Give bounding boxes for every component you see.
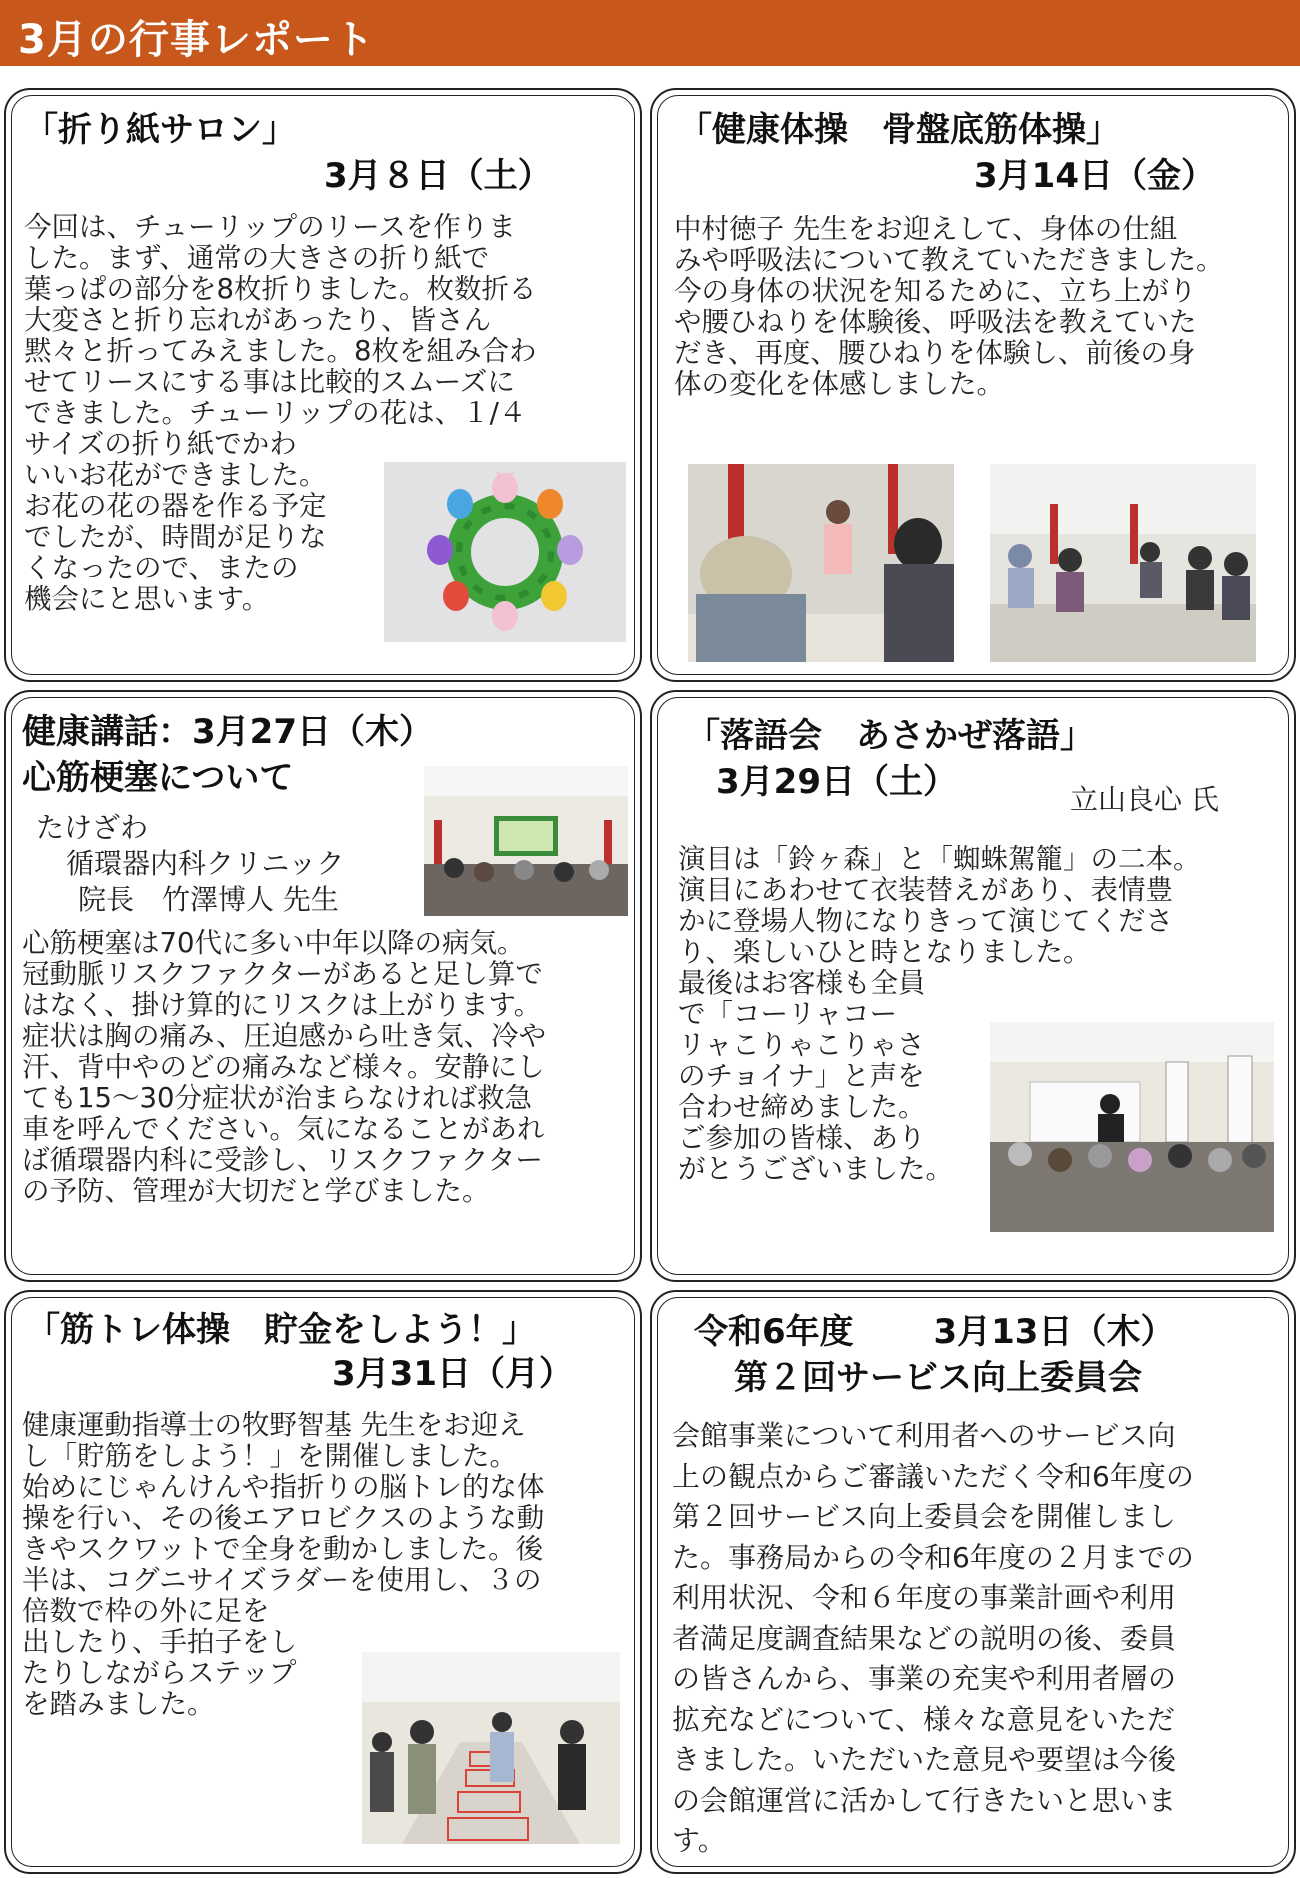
rakugo-line: がとうございました。 [678,1153,953,1185]
origami-line: サイズの折り紙でかわ [24,428,297,460]
kenkou-taisou-line: 今の身体の状況を知るために、立ち上がり [674,275,1197,307]
origami-title: 「折り紙サロン」 [24,110,296,150]
iinkai-line: 会館事業について利用者へのサービス向 [672,1419,1176,1452]
kouwa-line: ても15～30分症状が治まらなければ救急 [22,1082,532,1114]
iinkai-title: 令和6年度 3月13日（木） [694,1312,1175,1352]
kintore-line: を踏みました。 [22,1688,215,1720]
origami-line: できました。チューリップの花は、１/４ [24,397,527,429]
kintore-line: 半は、コグニサイズラダーを使用し、３の [22,1564,542,1596]
kouwa-panel [4,690,642,1282]
rakugo-line: り、楽しいひと時となりました。 [678,936,1091,968]
rakugo-line: 演目は「鈴ヶ森」と「蜘蛛駕籠」の二本。 [678,843,1201,875]
iinkai-line: 第２回サービス向上委員会を開催しまし [672,1500,1177,1533]
iinkai-line: きました。いただいた意見や要望は今後 [672,1743,1177,1776]
kouwa-line: 症状は胸の痛み、圧迫感から吐き気、冷や [22,1020,547,1052]
lecture-photo [424,766,628,916]
exercise-photo-1 [688,464,954,662]
origami-line: 機会にと思います。 [24,583,270,615]
rakugo-line: 最後はお客様も全員 [678,967,926,999]
kenkou-taisou-line: みや呼吸法について教えていただきました。 [674,244,1224,276]
origami-line: でしたが、時間が足りな [24,521,327,553]
iinkai-line: 上の観点からご審議いただく令和6年度の [672,1459,1194,1493]
tulip-wreath-photo [384,462,626,642]
rakugo-date: 3月29日（土） [716,762,957,802]
origami-panel [4,88,642,682]
kouwa-line: 冠動脈リスクファクターがあると足し算で [22,958,543,990]
kintore-line: 出したり、手拍子をし [22,1626,297,1658]
rakugo-performer: 立山良心 氏 [1070,783,1219,816]
lecturer-clinic-short: たけざわ [36,811,149,844]
iinkai-line: す。 [672,1824,726,1857]
page-title: 3月の行事レポート [18,17,375,63]
rakugo-line: のチョイナ」と声を [678,1060,925,1092]
rakugo-title: 「落語会 あさかぜ落語」 [686,716,1094,756]
origami-date: 3月８日（土） [324,156,552,196]
kintore-title: 「筋トレ体操 貯金をしよう！」 [26,1310,536,1350]
iinkai-subtitle: 第２回サービス向上委員会 [734,1358,1142,1398]
kouwa-line: ば循環器内科に受診し、リスクファクター [22,1144,543,1176]
page-header [0,0,1300,66]
iinkai-body [672,1416,1194,1862]
origami-line: 大変さと折り忘れがあったり、皆さん [24,304,492,336]
rakugo-panel [650,690,1296,1282]
kenkou-taisou-line: や腰ひねりを体験後、呼吸法を教えていた [674,306,1197,338]
exercise-photo-2 [990,464,1256,662]
iinkai-line: 拡充などについて、様々な意見をいただ [672,1702,1175,1736]
rakugo-line: 合わせ締めました。 [678,1091,926,1123]
kouwa-title: 健康講話：3月27日（木） [22,712,433,752]
kouwa-line: はなく、掛け算的にリスクは上がります。 [22,989,542,1021]
iinkai-line: 利用状況、令和６年度の事業計画や利用 [672,1581,1177,1614]
kenkou-taisou-line: だき、再度、腰ひねりを体験し、前後の身 [674,337,1196,369]
lecturer-name: 院長 竹澤博人 先生 [78,883,339,916]
iinkai-line: た。事務局からの令和6年度の２月までの [672,1540,1194,1574]
kintore-photo [362,1652,620,1844]
origami-line: した。まず、通常の大きさの折り紙で [24,242,490,274]
rakugo-photo [990,1022,1274,1232]
kouwa-subtitle: 心筋梗塞について [22,758,294,798]
iinkai-line: 者満足度調査結果などの説明の後、委員 [672,1621,1177,1655]
kintore-panel [4,1290,642,1874]
kouwa-body [22,928,546,1207]
kintore-line: 始めにじゃんけんや指折りの脳トレ的な体 [22,1471,545,1503]
iinkai-panel [650,1290,1296,1874]
origami-line: せてリースにする事は比較的スムーズに [24,366,515,398]
origami-line: くなったので、またの [24,552,299,584]
kouwa-line: の予防、管理が大切だと学びました。 [22,1175,490,1207]
kouwa-line: 心筋梗塞は70代に多い中年以降の病気。 [22,927,525,959]
kintore-line: 倍数で枠の外に足を [22,1595,270,1627]
kenkou-taisou-line: 中村徳子 先生をお迎えして、身体の仕組 [674,213,1178,245]
kintore-line: 操を行い、その後エアロビクスのような動 [22,1502,545,1534]
origami-line: 今回は、チューリップのリースを作りま [24,211,516,243]
lecturer-clinic: 循環器内科クリニック [66,847,345,880]
iinkai-line: の会館運営に活かして行きたいと思いま [672,1783,1177,1817]
kintore-line: し「貯筋をしよう！」を開催しました。 [22,1440,517,1472]
kintore-line: 健康運動指導士の牧野智基 先生をお迎え [22,1409,526,1441]
kenkou-taisou-date: 3月14日（金） [974,156,1215,196]
kintore-date: 3月31日（月） [332,1354,573,1394]
rakugo-line: リャこりゃこりゃさ [678,1029,925,1061]
kintore-line: たりしながらステップ [22,1657,297,1689]
kenkou-taisou-title: 「健康体操 骨盤底筋体操」 [678,110,1120,150]
kenkou-taisou-panel [650,88,1296,682]
origami-line: いいお花ができました。 [24,459,327,491]
origami-line: 葉っぱの部分を8枚折りました。枚数折る [24,273,537,305]
rakugo-line: で「コーリャコー [678,998,898,1030]
origami-line: お花の花の器を作る予定 [24,490,327,522]
kintore-line: きやスクワットで全身を動かしました。後 [22,1533,544,1565]
origami-line: 黙々と折ってみえました。8枚を組み合わ [24,335,537,367]
kenkou-taisou-line: 体の変化を体感しました。 [674,368,1004,400]
kouwa-line: 汗、背中やのどの痛みなど様々。安静にし [22,1051,545,1083]
rakugo-line: かに登場人物になりきって演じてくださ [678,905,1173,937]
kenkou-taisou-body [674,214,1223,400]
rakugo-line: ご参加の皆様、あり [678,1122,926,1154]
iinkai-line: の皆さんから、事業の充実や利用者層の [672,1662,1177,1695]
kouwa-line: 車を呼んでください。気になることがあれ [22,1113,545,1145]
rakugo-line: 演目にあわせて衣装替えがあり、表情豊 [678,874,1173,906]
